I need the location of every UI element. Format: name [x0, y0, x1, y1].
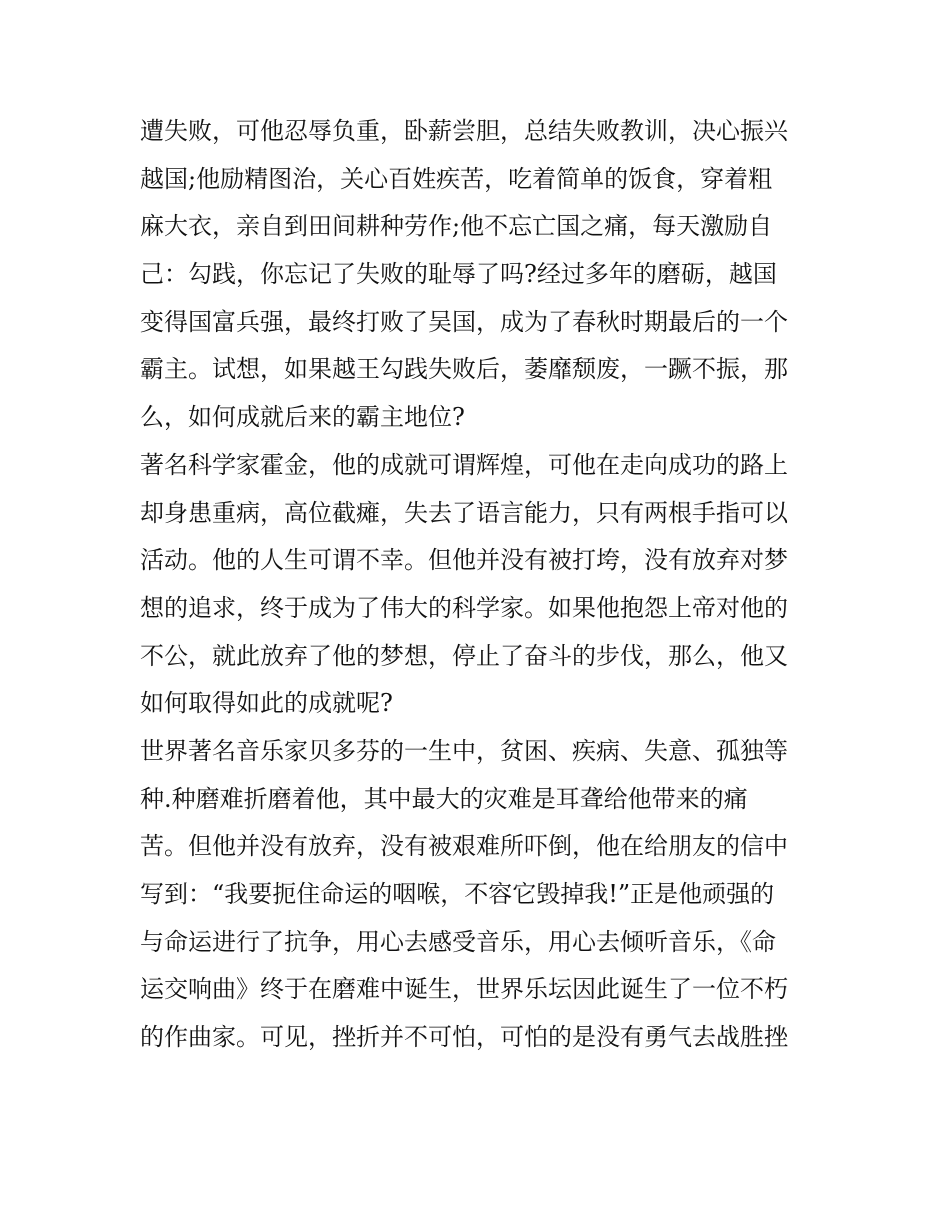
text-line: 活动。他的人生可谓不幸。但他并没有被打垮，没有放弃对梦	[140, 546, 788, 575]
text-line: 却身患重病，高位截瘫，失去了语言能力，只有两根手指可以	[140, 498, 788, 527]
text-line: 麻大衣，亲自到田间耕种劳作;他不忘亡国之痛，每天激励自	[140, 212, 773, 241]
text-line: 著名科学家霍金，他的成就可谓辉煌，可他在走向成功的路上	[140, 450, 788, 479]
text-line: 么，如何成就后来的霸主地位?	[140, 403, 465, 432]
document-body	[140, 108, 820, 1062]
text-line: 变得国富兵强，最终打败了吴国，成为了春秋时期最后的一个	[140, 307, 788, 336]
text-line: 想的追求，终于成为了伟大的科学家。如果他抱怨上帝对他的	[140, 593, 788, 622]
text-line: 的作曲家。可见，挫折并不可怕，可怕的是没有勇气去战胜挫	[140, 1023, 788, 1052]
text-line: 不公，就此放弃了他的梦想，停止了奋斗的步伐，那么，他又	[140, 641, 788, 670]
text-line: 己：勾践，你忘记了失败的耻辱了吗?经过多年的磨砺，越国	[140, 260, 777, 289]
text-line: 霸主。试想，如果越王勾践失败后，萎靡颓废，一蹶不振，那	[140, 355, 788, 384]
text-line: 遭失败，可他忍辱负重，卧薪尝胆，总结失败教训，决心振兴	[140, 117, 788, 145]
text-line: 如何取得如此的成就呢?	[140, 689, 393, 718]
text-line: 世界著名音乐家贝多芬的一生中，贫困、疾病、失意、孤独等	[140, 736, 788, 765]
text-line: 写到：“我要扼住命运的咽喉，不容它毁掉我!”正是他顽强的	[140, 880, 775, 908]
text-line: 运交响曲》终于在磨难中诞生，世界乐坛因此诞生了一位不朽	[140, 975, 788, 1004]
text-line: 越国;他励精图治，关心百姓疾苦，吃着简单的饭食，穿着粗	[140, 164, 773, 193]
text-line: 种.种磨难折磨着他，其中最大的灾难是耳聋给他带来的痛	[140, 784, 748, 813]
text-line: 与命运进行了抗争，用心去感受音乐，用心去倾听音乐，《命	[140, 927, 776, 956]
text-line: 苦。但他并没有放弃，没有被艰难所吓倒，他在给朋友的信中	[140, 832, 788, 861]
